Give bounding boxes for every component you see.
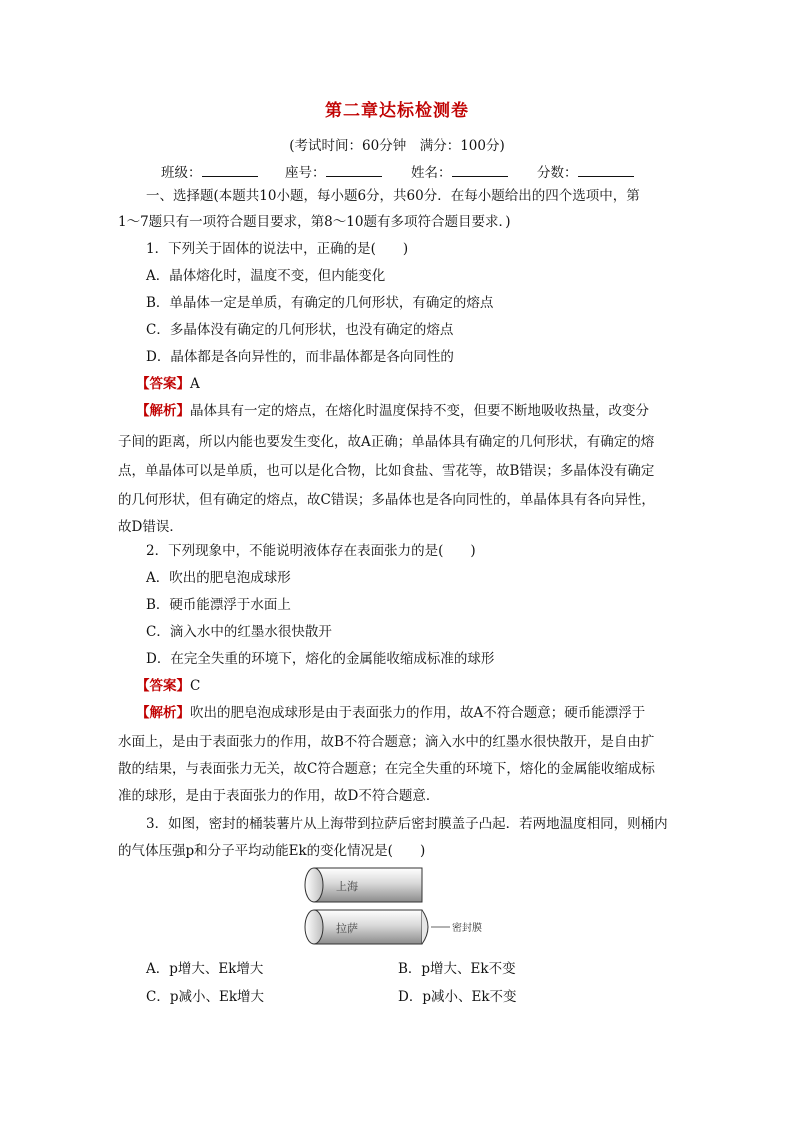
q1-analysis-line1 <box>136 402 649 420</box>
class-field <box>161 161 258 181</box>
analysis-tag: 【解析】 <box>136 705 190 721</box>
q2-analysis-text: 吹出的肥皂泡成球形是由于表面张力的作用，故A不符合题意；硬币能漂浮于 <box>190 705 646 721</box>
seat-blank <box>326 164 382 177</box>
q2-analysis-line3: 散的结果，与表面张力无关，故C符合题意；在完全失重的环境下，熔化的金属能收缩成标 <box>118 761 655 777</box>
q2-stem: 2．下列现象中，不能说明液体存在表面张力的是( ) <box>146 543 476 559</box>
q1-stem: 1．下列关于固体的说法中，正确的是( ) <box>146 241 409 257</box>
q1-option-c: C．多晶体没有确定的几何形状，也没有确定的熔点 <box>146 322 454 338</box>
q3-stem-line1: 3．如图，密封的桶装薯片从上海带到拉萨后密封膜盖子凸起．若两地温度相同，则桶内 <box>146 816 668 832</box>
section-instruction-line1: 一、选择题(本题共10小题，每小题6分，共60分．在每小题给出的四个选项中，第 <box>146 188 640 204</box>
q1-option-a: A．晶体熔化时，温度不变，但内能变化 <box>146 268 386 284</box>
page-title: 第二章达标检测卷 <box>325 101 469 121</box>
q3-option-a: A．p增大、Ek增大 <box>146 961 264 977</box>
class-label: 班级： <box>161 165 202 181</box>
exam-info-subtitle: (考试时间：60分钟 满分：100分) <box>289 138 505 154</box>
chip-can-figure <box>300 864 540 948</box>
lhasa-label: 拉萨 <box>336 922 358 935</box>
name-blank <box>452 164 508 177</box>
name-field <box>411 161 508 181</box>
q1-option-b: B．单晶体一定是单质，有确定的几何形状，有确定的熔点 <box>146 295 494 311</box>
q2-option-c: C．滴入水中的红墨水很快散开 <box>146 624 332 640</box>
q2-option-d: D．在完全失重的环境下，熔化的金属能收缩成标准的球形 <box>146 651 495 667</box>
q2-answer-value: C <box>190 678 201 694</box>
section-instruction-line2: 1～7题只有一项符合题目要求，第8～10题有多项符合题目要求．) <box>118 214 511 230</box>
analysis-tag: 【解析】 <box>136 403 190 419</box>
q2-option-a: A．吹出的肥皂泡成球形 <box>146 570 291 586</box>
q1-analysis-line3: 点，单晶体可以是单质，也可以是化合物，比如食盐、雪花等，故B错误；多晶体没有确定 <box>118 463 655 479</box>
seal-label: 密封膜 <box>452 923 482 934</box>
score-field <box>537 161 634 181</box>
q2-option-b: B．硬币能漂浮于水面上 <box>146 597 291 613</box>
name-label: 姓名： <box>411 165 452 181</box>
q1-analysis-text: 晶体具有一定的熔点，在熔化时温度保持不变，但要不断地吸收热量，改变分 <box>190 403 649 419</box>
shanghai-label: 上海 <box>336 880 358 893</box>
q1-option-d: D．晶体都是各向异性的，而非晶体都是各向同性的 <box>146 349 454 365</box>
seat-field <box>285 161 382 181</box>
score-label: 分数： <box>537 165 578 181</box>
lhasa-can <box>305 910 428 944</box>
q1-analysis-line2: 子间的距离，所以内能也要发生变化，故A正确；单晶体具有确定的几何形状，有确定的熔 <box>118 434 655 450</box>
q1-analysis-line5: 故D错误． <box>118 519 183 535</box>
q2-analysis-line4: 准的球形，是由于表面张力的作用，故D不符合题意． <box>118 788 440 804</box>
seat-label: 座号： <box>285 165 326 181</box>
score-blank <box>578 164 634 177</box>
q3-option-c: C．p减小、Ek增大 <box>146 989 265 1005</box>
q3-option-d: D．p减小、Ek不变 <box>398 989 517 1005</box>
q1-answer-value: A <box>190 376 200 392</box>
q2-analysis-line1 <box>136 704 645 722</box>
q1-answer <box>136 375 200 393</box>
q3-option-b: B．p增大、Ek不变 <box>398 961 516 977</box>
q3-stem-line2: 的气体压强p和分子平均动能Ek的变化情况是( ) <box>118 843 426 859</box>
shanghai-can <box>305 868 422 902</box>
class-blank <box>202 164 258 177</box>
q2-analysis-line2: 水面上，是由于表面张力的作用，故B不符合题意；滴入水中的红墨水很快散开，是自由扩 <box>118 734 655 750</box>
answer-tag: 【答案】 <box>136 376 190 392</box>
answer-tag: 【答案】 <box>136 678 190 694</box>
q2-answer <box>136 677 200 695</box>
q1-analysis-line4: 的几何形状，但有确定的熔点，故C错误；多晶体也是各向同性的，单晶体具有各向异性， <box>118 492 655 508</box>
